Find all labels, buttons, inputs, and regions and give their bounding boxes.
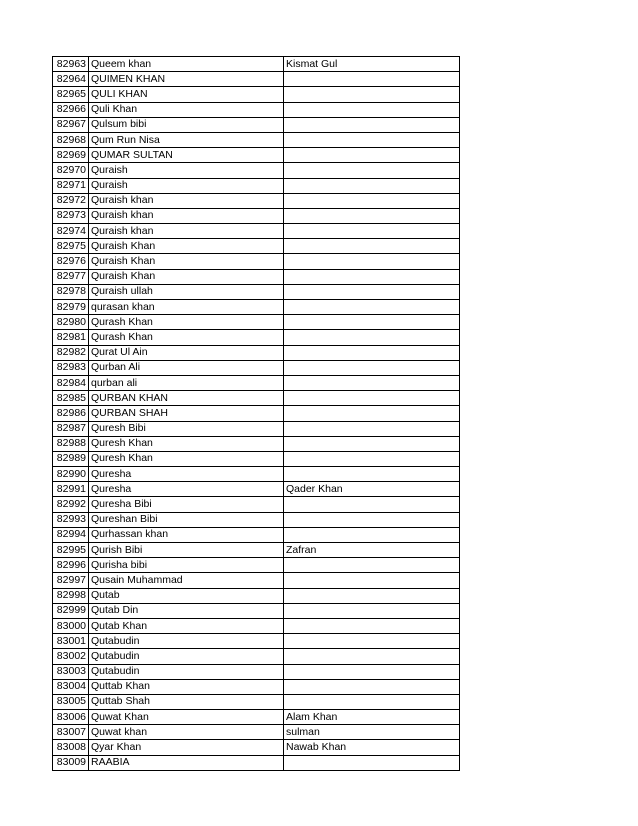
record-id-cell: 83001 (53, 634, 89, 649)
father-name-cell (284, 360, 460, 375)
name-cell: Queem khan (89, 57, 284, 72)
table-row (53, 360, 460, 375)
table-row (53, 72, 460, 87)
record-id-cell: 82994 (53, 527, 89, 542)
father-name-cell (284, 451, 460, 466)
father-name-cell (284, 208, 460, 223)
table-row (53, 603, 460, 618)
table-row (53, 315, 460, 330)
table-row (53, 512, 460, 527)
record-id-cell: 82999 (53, 603, 89, 618)
table-row (53, 634, 460, 649)
name-cell: Qutab (89, 588, 284, 603)
name-cell: QULI KHAN (89, 87, 284, 102)
name-cell: Quraish (89, 178, 284, 193)
table-row (53, 725, 460, 740)
name-cell: Qutab Din (89, 603, 284, 618)
father-name-cell (284, 436, 460, 451)
records-table-body (53, 57, 460, 771)
father-name-cell (284, 269, 460, 284)
father-name-cell (284, 634, 460, 649)
table-row (53, 710, 460, 725)
table-row (53, 740, 460, 755)
table-row (53, 87, 460, 102)
table-row (53, 588, 460, 603)
name-cell: Qyar Khan (89, 740, 284, 755)
record-id-cell: 82984 (53, 375, 89, 390)
name-cell: Quresha Bibi (89, 497, 284, 512)
record-id-cell: 82963 (53, 57, 89, 72)
table-row (53, 57, 460, 72)
name-cell: Qurash Khan (89, 330, 284, 345)
name-cell: Quraish Khan (89, 254, 284, 269)
father-name-cell (284, 375, 460, 390)
record-id-cell: 83005 (53, 694, 89, 709)
record-id-cell: 83002 (53, 649, 89, 664)
record-id-cell: 82979 (53, 300, 89, 315)
record-id-cell: 82969 (53, 148, 89, 163)
father-name-cell: sulman (284, 725, 460, 740)
father-name-cell (284, 618, 460, 633)
records-table (52, 56, 460, 771)
record-id-cell: 82988 (53, 436, 89, 451)
father-name-cell (284, 87, 460, 102)
table-row (53, 375, 460, 390)
father-name-cell (284, 163, 460, 178)
table-row (53, 284, 460, 299)
record-id-cell: 82987 (53, 421, 89, 436)
record-id-cell: 82983 (53, 360, 89, 375)
table-row (53, 391, 460, 406)
father-name-cell (284, 421, 460, 436)
record-id-cell: 82995 (53, 543, 89, 558)
record-id-cell: 82998 (53, 588, 89, 603)
father-name-cell (284, 512, 460, 527)
name-cell: Quresh Bibi (89, 421, 284, 436)
name-cell: qurasan khan (89, 300, 284, 315)
record-id-cell: 83009 (53, 755, 89, 770)
record-id-cell: 82981 (53, 330, 89, 345)
table-row (53, 254, 460, 269)
name-cell: Qutabudin (89, 634, 284, 649)
name-cell: Qutab Khan (89, 618, 284, 633)
name-cell: QUMAR SULTAN (89, 148, 284, 163)
record-id-cell: 82977 (53, 269, 89, 284)
table-row (53, 102, 460, 117)
name-cell: Qureshan Bibi (89, 512, 284, 527)
father-name-cell (284, 406, 460, 421)
table-row (53, 482, 460, 497)
table-row (53, 679, 460, 694)
table-row (53, 148, 460, 163)
name-cell: Quraish khan (89, 193, 284, 208)
father-name-cell (284, 132, 460, 147)
name-cell: Quresh Khan (89, 436, 284, 451)
name-cell: Quraish (89, 163, 284, 178)
table-row (53, 649, 460, 664)
record-id-cell: 83008 (53, 740, 89, 755)
name-cell: qurban ali (89, 375, 284, 390)
record-id-cell: 82965 (53, 87, 89, 102)
name-cell: Qutabudin (89, 649, 284, 664)
father-name-cell (284, 527, 460, 542)
table-row (53, 451, 460, 466)
record-id-cell: 82985 (53, 391, 89, 406)
father-name-cell (284, 148, 460, 163)
name-cell: QUIMEN KHAN (89, 72, 284, 87)
father-name-cell (284, 679, 460, 694)
name-cell: Quraish khan (89, 224, 284, 239)
father-name-cell (284, 330, 460, 345)
table-row (53, 224, 460, 239)
table-row (53, 497, 460, 512)
record-id-cell: 82971 (53, 178, 89, 193)
name-cell: Qusain Muhammad (89, 573, 284, 588)
table-row (53, 467, 460, 482)
father-name-cell (284, 102, 460, 117)
name-cell: Qutabudin (89, 664, 284, 679)
table-row (53, 664, 460, 679)
name-cell: Quttab Khan (89, 679, 284, 694)
father-name-cell (284, 300, 460, 315)
father-name-cell: Zafran (284, 543, 460, 558)
table-row (53, 345, 460, 360)
father-name-cell (284, 467, 460, 482)
record-id-cell: 82974 (53, 224, 89, 239)
table-row (53, 117, 460, 132)
name-cell: Quresha (89, 482, 284, 497)
father-name-cell (284, 178, 460, 193)
table-row (53, 208, 460, 223)
name-cell: Qurhassan khan (89, 527, 284, 542)
father-name-cell (284, 649, 460, 664)
record-id-cell: 82968 (53, 132, 89, 147)
record-id-cell: 82993 (53, 512, 89, 527)
record-id-cell: 82990 (53, 467, 89, 482)
record-id-cell: 82992 (53, 497, 89, 512)
father-name-cell (284, 588, 460, 603)
table-row (53, 178, 460, 193)
table-row (53, 543, 460, 558)
father-name-cell: Nawab Khan (284, 740, 460, 755)
record-id-cell: 82997 (53, 573, 89, 588)
record-id-cell: 82989 (53, 451, 89, 466)
record-id-cell: 82973 (53, 208, 89, 223)
name-cell: Qurash Khan (89, 315, 284, 330)
name-cell: RAABIA (89, 755, 284, 770)
record-id-cell: 82978 (53, 284, 89, 299)
record-id-cell: 83000 (53, 618, 89, 633)
father-name-cell (284, 558, 460, 573)
table-row (53, 421, 460, 436)
name-cell: Quresh Khan (89, 451, 284, 466)
record-id-cell: 82966 (53, 102, 89, 117)
table-row (53, 436, 460, 451)
record-id-cell: 82982 (53, 345, 89, 360)
record-id-cell: 82964 (53, 72, 89, 87)
table-row (53, 269, 460, 284)
name-cell: Qurat Ul Ain (89, 345, 284, 360)
record-id-cell: 82975 (53, 239, 89, 254)
father-name-cell (284, 694, 460, 709)
record-id-cell: 83007 (53, 725, 89, 740)
father-name-cell (284, 193, 460, 208)
father-name-cell (284, 315, 460, 330)
father-name-cell (284, 224, 460, 239)
name-cell: Qurban Ali (89, 360, 284, 375)
name-cell: Quwat Khan (89, 710, 284, 725)
table-row (53, 132, 460, 147)
record-id-cell: 83004 (53, 679, 89, 694)
name-cell: Quttab Shah (89, 694, 284, 709)
father-name-cell (284, 573, 460, 588)
father-name-cell (284, 284, 460, 299)
name-cell: Quraish Khan (89, 269, 284, 284)
father-name-cell: Kismat Gul (284, 57, 460, 72)
table-row (53, 694, 460, 709)
table-row (53, 558, 460, 573)
father-name-cell (284, 239, 460, 254)
name-cell: Qurisha bibi (89, 558, 284, 573)
table-row (53, 406, 460, 421)
name-cell: Quraish Khan (89, 239, 284, 254)
table-row (53, 300, 460, 315)
father-name-cell: Alam Khan (284, 710, 460, 725)
table-row (53, 193, 460, 208)
record-id-cell: 82991 (53, 482, 89, 497)
table-row (53, 527, 460, 542)
table-row (53, 618, 460, 633)
name-cell: Qurish Bibi (89, 543, 284, 558)
table-row (53, 239, 460, 254)
table-row (53, 330, 460, 345)
name-cell: Quraish ullah (89, 284, 284, 299)
father-name-cell (284, 345, 460, 360)
name-cell: Quresha (89, 467, 284, 482)
name-cell: Quraish khan (89, 208, 284, 223)
father-name-cell (284, 72, 460, 87)
father-name-cell: Qader Khan (284, 482, 460, 497)
name-cell: Qulsum bibi (89, 117, 284, 132)
record-id-cell: 83006 (53, 710, 89, 725)
record-id-cell: 82996 (53, 558, 89, 573)
name-cell: Qum Run Nisa (89, 132, 284, 147)
father-name-cell (284, 117, 460, 132)
father-name-cell (284, 603, 460, 618)
record-id-cell: 82967 (53, 117, 89, 132)
name-cell: QURBAN KHAN (89, 391, 284, 406)
father-name-cell (284, 254, 460, 269)
record-id-cell: 83003 (53, 664, 89, 679)
father-name-cell (284, 391, 460, 406)
name-cell: QURBAN SHAH (89, 406, 284, 421)
record-id-cell: 82976 (53, 254, 89, 269)
father-name-cell (284, 497, 460, 512)
record-id-cell: 82986 (53, 406, 89, 421)
name-cell: Quwat khan (89, 725, 284, 740)
table-row (53, 573, 460, 588)
name-cell: Quli Khan (89, 102, 284, 117)
table-row (53, 755, 460, 770)
record-id-cell: 82980 (53, 315, 89, 330)
father-name-cell (284, 755, 460, 770)
table-row (53, 163, 460, 178)
record-id-cell: 82970 (53, 163, 89, 178)
record-id-cell: 82972 (53, 193, 89, 208)
father-name-cell (284, 664, 460, 679)
